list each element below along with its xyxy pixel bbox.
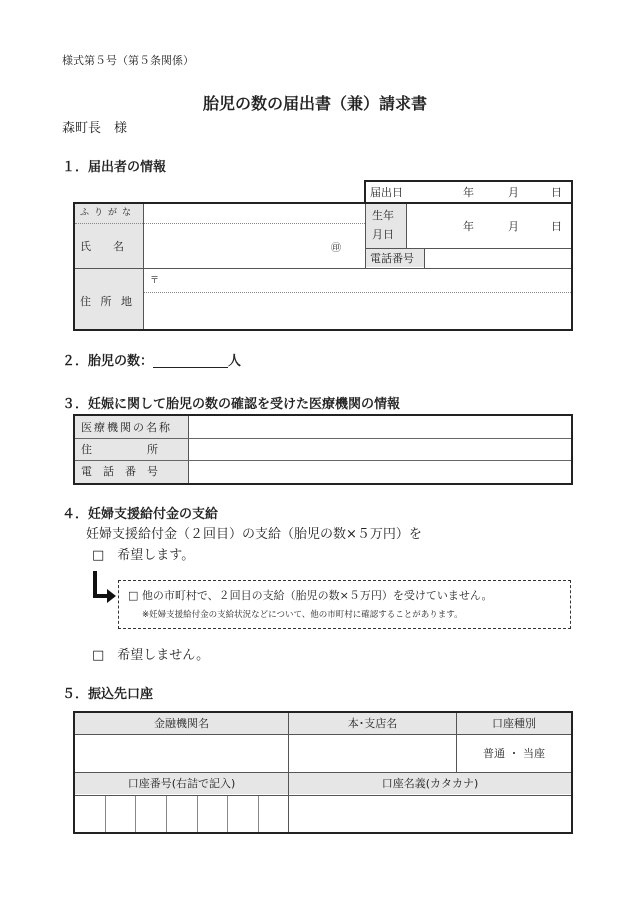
arrow-icon (88, 569, 120, 607)
hospital-phone-label: 電 話 番 号 (81, 465, 158, 478)
birth-year: 年 (463, 220, 474, 233)
birth-day: 日 (551, 220, 562, 233)
birth-month: 月 (508, 220, 519, 233)
section4-line: 妊婦支援給付金（２回目）の支給（胎児の数×５万円）を (86, 527, 422, 542)
name-label: 氏 名 (80, 240, 124, 253)
account-number-header: 口座番号(右詰で記入) (127, 777, 236, 790)
account-type-header: 口座種別 (492, 717, 536, 730)
bank-name-header: 金融機関名 (154, 717, 209, 730)
applicant-box (73, 202, 573, 331)
birth-label-1: 生年 (372, 209, 394, 222)
phone-label: 電話番号 (370, 252, 414, 265)
date-label: 届出日 (370, 186, 403, 199)
date-day: 日 (551, 186, 562, 199)
branch-header: 本･支店名 (347, 717, 398, 730)
sub-condition-checkbox[interactable]: □ 他の市町村で、２回目の支給（胎児の数×５万円）を受けていません。 (128, 589, 493, 602)
section4-heading: ４．妊婦支援給付金の支給 (62, 507, 219, 522)
option-not-wish-checkbox[interactable]: □ 希望しません。 (92, 648, 210, 663)
date-year: 年 (463, 186, 474, 199)
section2-heading: ２．胎児の数： 人 (62, 354, 242, 369)
hospital-address-label: 住 所 (81, 443, 158, 456)
section5-heading: ５．振込先口座 (62, 687, 154, 702)
account-name-header: 口座名義(カタカナ) (381, 777, 479, 790)
addressee: 森町長 様 (62, 121, 128, 136)
birth-label-2: 月日 (372, 228, 394, 241)
furigana-label: ふりがな (80, 208, 137, 218)
sub-condition-note: ※妊婦支援給付金の支給状況などについて、他の市町村に確認することがあります。 (142, 610, 463, 620)
seal-mark: ㊞ (331, 243, 341, 254)
postal-mark: 〒 (150, 276, 160, 286)
hospital-name-label: 医療機関の名称 (81, 421, 172, 434)
account-type-value: 普通 ・ 当座 (483, 747, 545, 760)
option-wish-checkbox[interactable]: □ 希望します。 (92, 548, 195, 563)
sub-condition-box (118, 580, 571, 629)
section1-heading: １．届出者の情報 (62, 160, 167, 175)
section3-heading: ３．妊娠に関して胎児の数の確認を受けた医療機関の情報 (62, 397, 401, 412)
date-month: 月 (508, 186, 519, 199)
page-title: 胎児の数の届出書（兼）請求書 (202, 94, 427, 113)
form-number: 様式第５号（第５条関係） (62, 54, 194, 67)
address-label: 住 所 地 (80, 295, 135, 308)
